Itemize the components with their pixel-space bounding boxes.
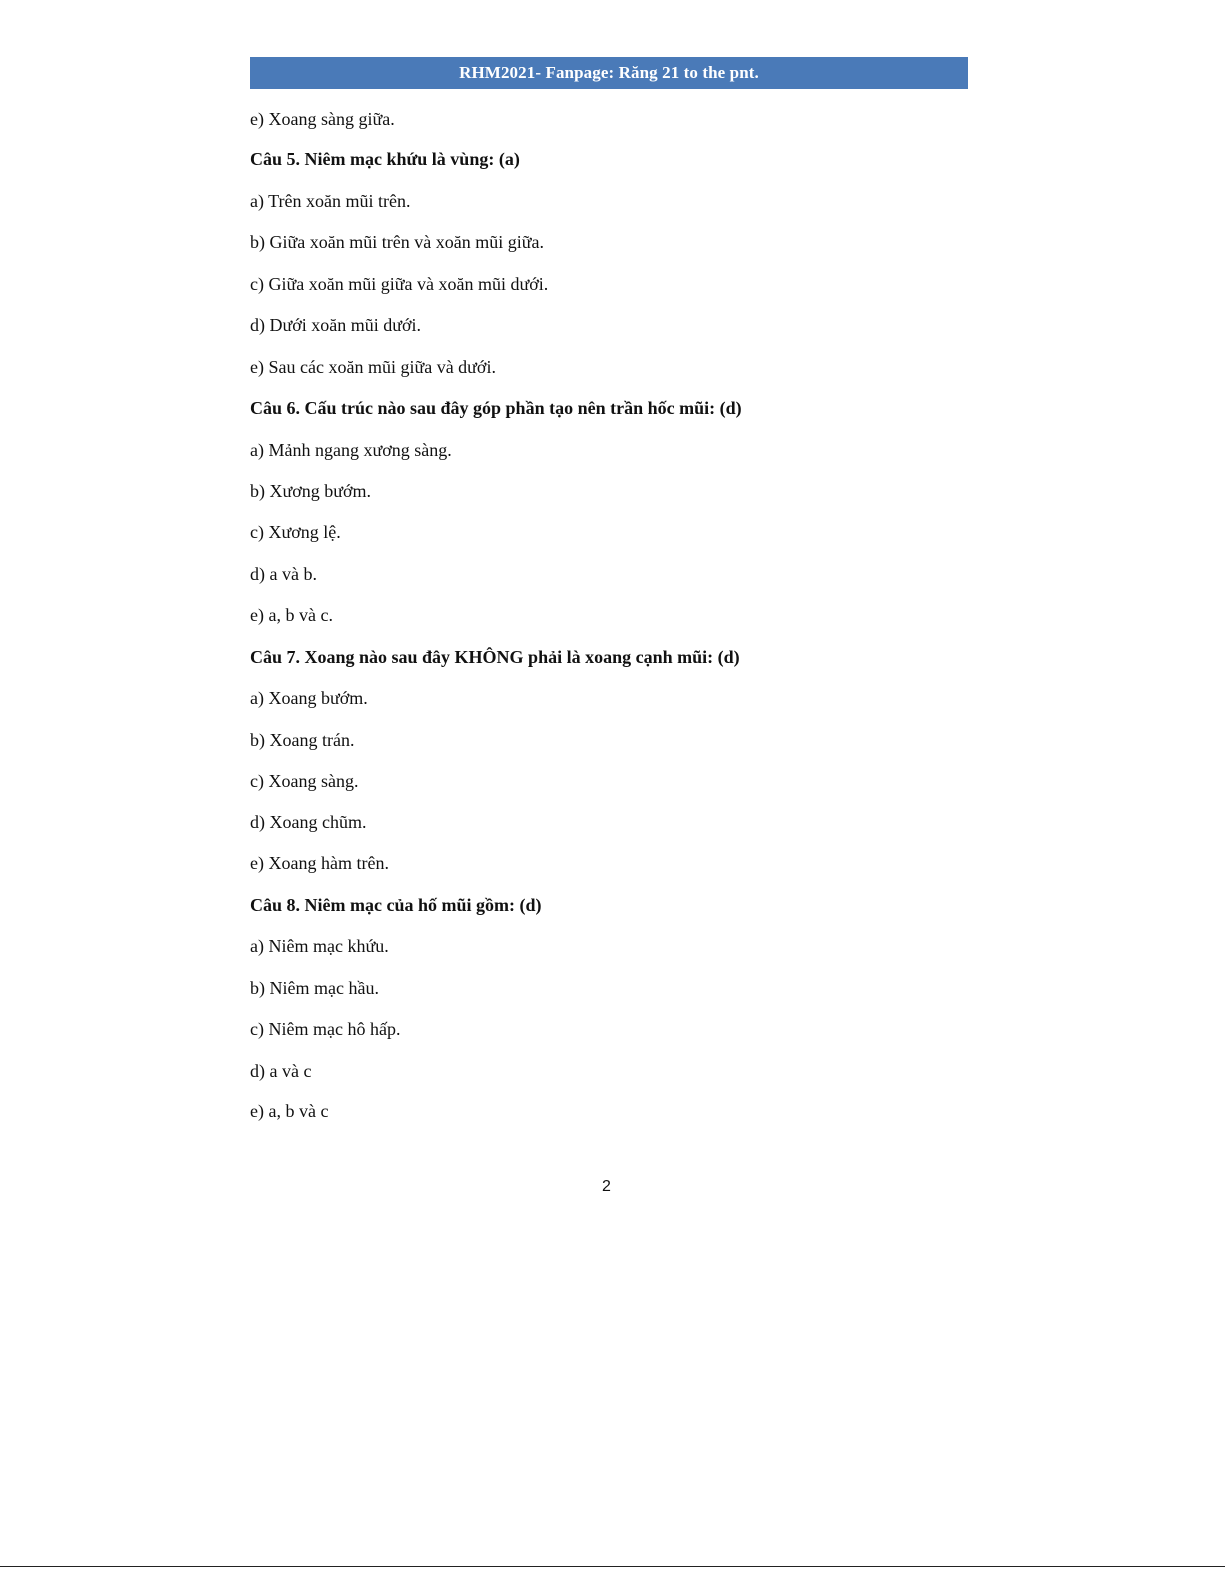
answer-option: c) Niêm mạc hô hấp. [250,1019,401,1039]
answer-option: e) a, b và c. [250,605,333,625]
answer-option: e) Sau các xoăn mũi giữa và dưới. [250,357,496,377]
answer-option: d) Xoang chũm. [250,812,367,832]
header-bar [250,57,968,89]
answer-option: c) Giữa xoăn mũi giữa và xoăn mũi dưới. [250,274,549,294]
answer-option: d) a và b. [250,564,317,584]
answer-option: b) Xương bướm. [250,481,372,501]
answer-option: b) Xoang trán. [250,730,355,750]
answer-option: e) Xoang hàm trên. [250,853,389,873]
answer-option: c) Xương lệ. [250,522,341,542]
answer-option: a) Xoang bướm. [250,688,368,708]
answer-option: c) Xoang sàng. [250,771,359,791]
question-heading: Câu 7. Xoang nào sau đây KHÔNG phải là xoang cạnh mũi: (d) [250,647,740,667]
answer-option: e) Xoang sàng giữa. [250,109,395,129]
answer-option: b) Giữa xoăn mũi trên và xoăn mũi giữa. [250,232,544,252]
answer-option: d) a và c [250,1061,312,1081]
answer-option: a) Mảnh ngang xương sàng. [250,440,452,460]
answer-option: a) Niêm mạc khứu. [250,936,389,956]
answer-option: d) Dưới xoăn mũi dưới. [250,315,422,335]
page-bottom-rule [0,1566,1225,1567]
answer-option: b) Niêm mạc hầu. [250,978,379,998]
answer-option: a) Trên xoăn mũi trên. [250,191,411,211]
question-heading: Câu 8. Niêm mạc của hố mũi gồm: (d) [250,895,542,915]
header-title: RHM2021- Fanpage: Răng 21 to the pnt. [459,63,759,82]
page-number: 2 [602,1178,611,1195]
answer-option: e) a, b và c [250,1101,329,1121]
question-heading: Câu 5. Niêm mạc khứu là vùng: (a) [250,149,520,169]
question-heading: Câu 6. Cấu trúc nào sau đây góp phần tạo nên trần hốc mũi: (d) [250,398,742,418]
